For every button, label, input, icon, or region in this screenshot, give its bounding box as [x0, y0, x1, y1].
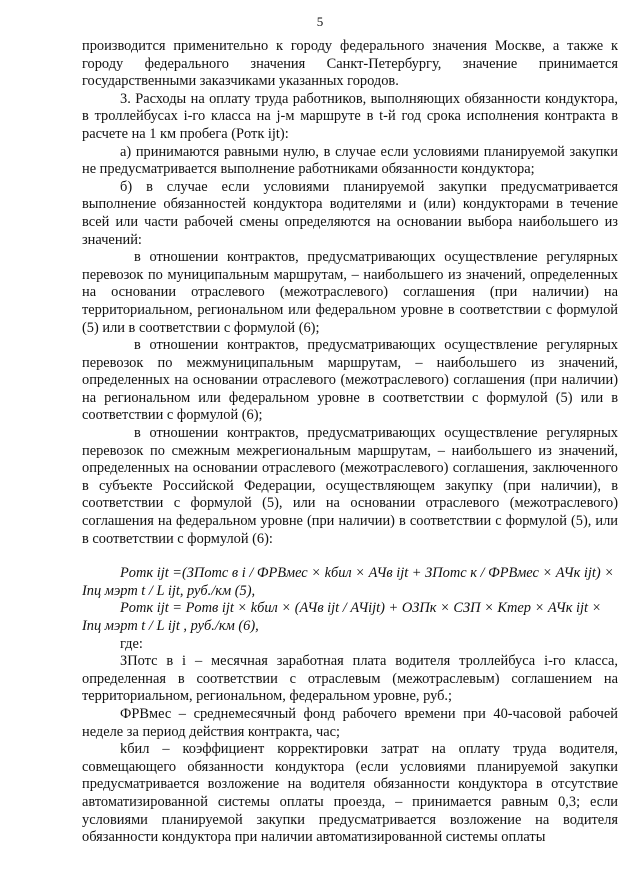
- formula-5: Pотк ijt =(ЗПотс в i / ФРВмес × kбил × АЧв ijt + ЗПотс к / ФРВмес × АЧк ijt) × Iпц мэрт t / L ijt, руб./км (5),: [82, 565, 614, 599]
- paragraph-intermunicipal-routes: в отношении контрактов, предусматривающих осуществление регулярных перевозок по межмуниципальным маршрутам, – наибольшего из значений, определенных на основании отраслевого (межотраслевого) соглашения (при наличии) на региональном или федеральном уровне в соответствии с формулой (5) или в соответствии с формулой (6);: [82, 337, 618, 424]
- where-label: где:: [120, 635, 143, 652]
- paragraph-interregional-routes: в отношении контрактов, предусматривающих осуществление регулярных перевозок по смежным межрегиональным маршрутам, – наибольшего из значений, определенных на основании отраслевого (межотраслевого) соглашения, заключенного в субъекте Российской Федерации, осуществляющем закупку (при наличии), в соответствии с формулой (5), или на основании отраслевого (межотраслевого) соглашения на федеральном уровне (при наличии) в соответствии с формулой (5), или в соответствии с формулой (6):: [82, 425, 618, 547]
- formula-6: Pотк ijt = Pотв ijt × kбил × (АЧв ijt / АЧijt) + ОЗПк × СЗП × Kтер × АЧк ijt × Iпц мэрт t / L ijt , руб./км (6),: [82, 600, 602, 634]
- paragraph-continuation: производится применительно к городу федерального значения Москве, а также к городу федерального значения Санкт-Петербургу, значение принимается государственными заказчиками указанных городов.: [82, 38, 618, 90]
- paragraph-municipal-routes: в отношении контрактов, предусматривающих осуществление регулярных перевозок по муниципальным маршрутам, – наибольшего из значений, определенных на основании отраслевого (межотраслевого) соглашения (при наличии) на территориальном, региональном или федеральном уровне в соответствии с формулой (5) или в соответствии с формулой (6);: [82, 249, 618, 336]
- paragraph-subitem-b: б) в случае если условиями планируемой закупки предусматривается выполнение обязанностей кондуктора водителями и (или) кондукторами в течение всей или части рабочей смены определяются на основании выбора наибольшего из значений:: [82, 178, 618, 248]
- page-number: 5: [316, 14, 324, 29]
- definition-work-time-fund: ФРВмес – среднемесячный фонд рабочего времени при 40-часовой рабочей неделе за период действия контракта, час;: [82, 705, 618, 740]
- paragraph-subitem-a: а) принимаются равными нулю, в случае если условиями планируемой закупки не предусматривается выполнение работниками обязанности кондуктора;: [82, 143, 618, 178]
- definition-driver-salary: ЗПотс в i – месячная заработная плата водителя троллейбуса i-го класса, определенная в соответствии с отраслевым (межотраслевым) соглашением на территориальном, региональном, федеральном уровне, руб.;: [82, 653, 618, 705]
- definition-k-bil: kбил – коэффициент корректировки затрат на оплату труда водителя, совмещающего обязанности кондуктора (если условиями планируемой закупки предусматривается возложение на водителя обязанности кондуктора в отсутствие автоматизированной системы оплаты проезда, – принимается равным 0,3; если условиями планируемой закупки предусматривается возложение на водителя обязанности кондуктора при наличии автоматизированной системы оплаты: [82, 741, 618, 846]
- formula-block: [82, 565, 618, 635]
- document-body: [82, 38, 618, 847]
- paragraph-item-3: 3. Расходы на оплату труда работников, выполняющих обязанности кондуктора, в троллейбусах i-го класса на j-м маршруте в t-й год срока исполнения контракта в расчете на 1 км пробега (Pотк ijt):: [82, 90, 618, 142]
